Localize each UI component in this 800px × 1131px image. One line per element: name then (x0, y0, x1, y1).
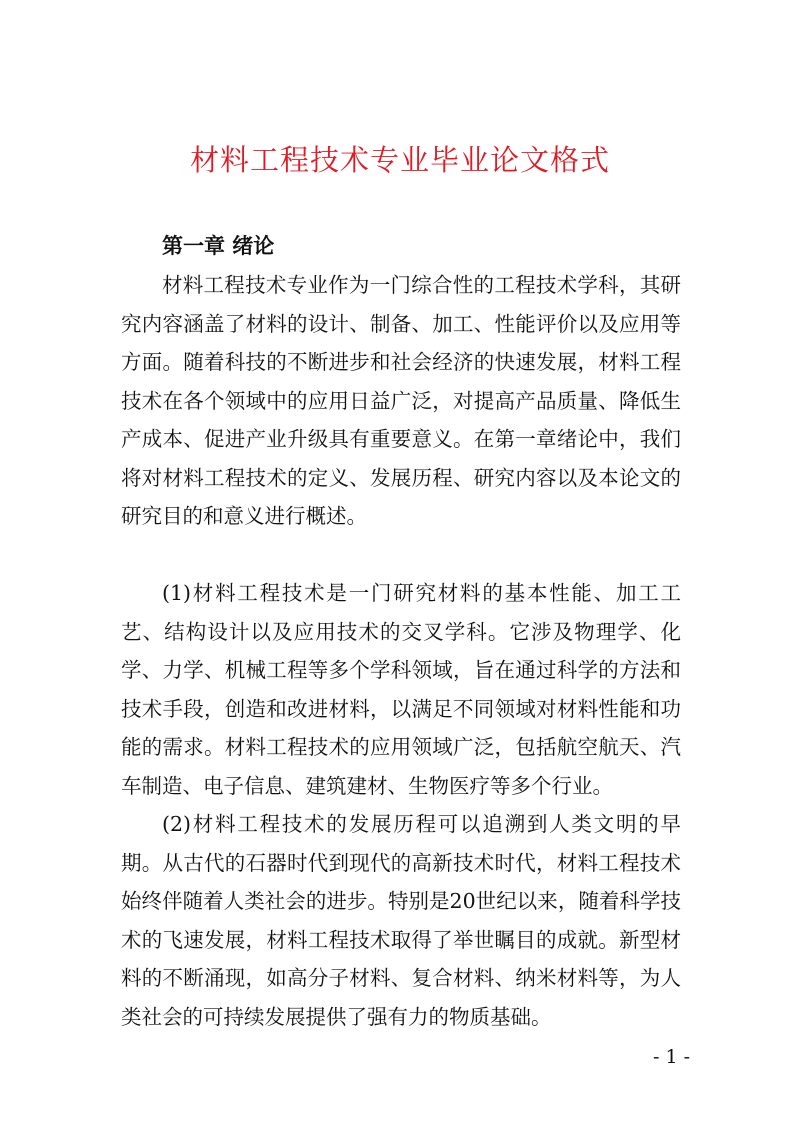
paragraph-point-1: (1)材料工程技术是一门研究材料的基本性能、加工工艺、结构设计以及应用技术的交叉学科。它涉及物理学、化学、力学、机械工程等多个学科领域，旨在通过科学的方法和技术手段，创造和改进材料，以满足不同领域对材料性能和功能的需求。材料工程技术的应用领域广泛，包括航空航天、汽车制造、电子信息、建筑建材、生物医疗等多个行业。 (121, 581, 681, 798)
chapter-heading: 第一章 绪论 (162, 234, 275, 258)
paragraph-intro: 材料工程技术专业作为一门综合性的工程技术学科，其研究内容涵盖了材料的设计、制备、加工、性能评价以及应用等方面。随着科技的不断进步和社会经济的快速发展，材料工程技术在各个领域中的应用日益广泛，对提高产品质量、降低生产成本、促进产业升级具有重要意义。在第一章绪论中，我们将对材料工程技术的定义、发展历程、研究内容以及本论文的研究目的和意义进行概述。 (121, 273, 681, 528)
paragraph-point-2: (2)材料工程技术的发展历程可以追溯到人类文明的早期。从古代的石器时代到现代的高新技术时代，材料工程技术始终伴随着人类社会的进步。特别是20世纪以来，随着科学技术的飞速发展，材料工程技术取得了举世瞩目的成就。新型材料的不断涌现，如高分子材料、复合材料、纳米材料等，为人类社会的可持续发展提供了强有力的物质基础。 (121, 812, 681, 1029)
document-title: 材料工程技术专业毕业论文格式 (189, 143, 610, 177)
page-number: - 1 - (652, 1046, 690, 1068)
